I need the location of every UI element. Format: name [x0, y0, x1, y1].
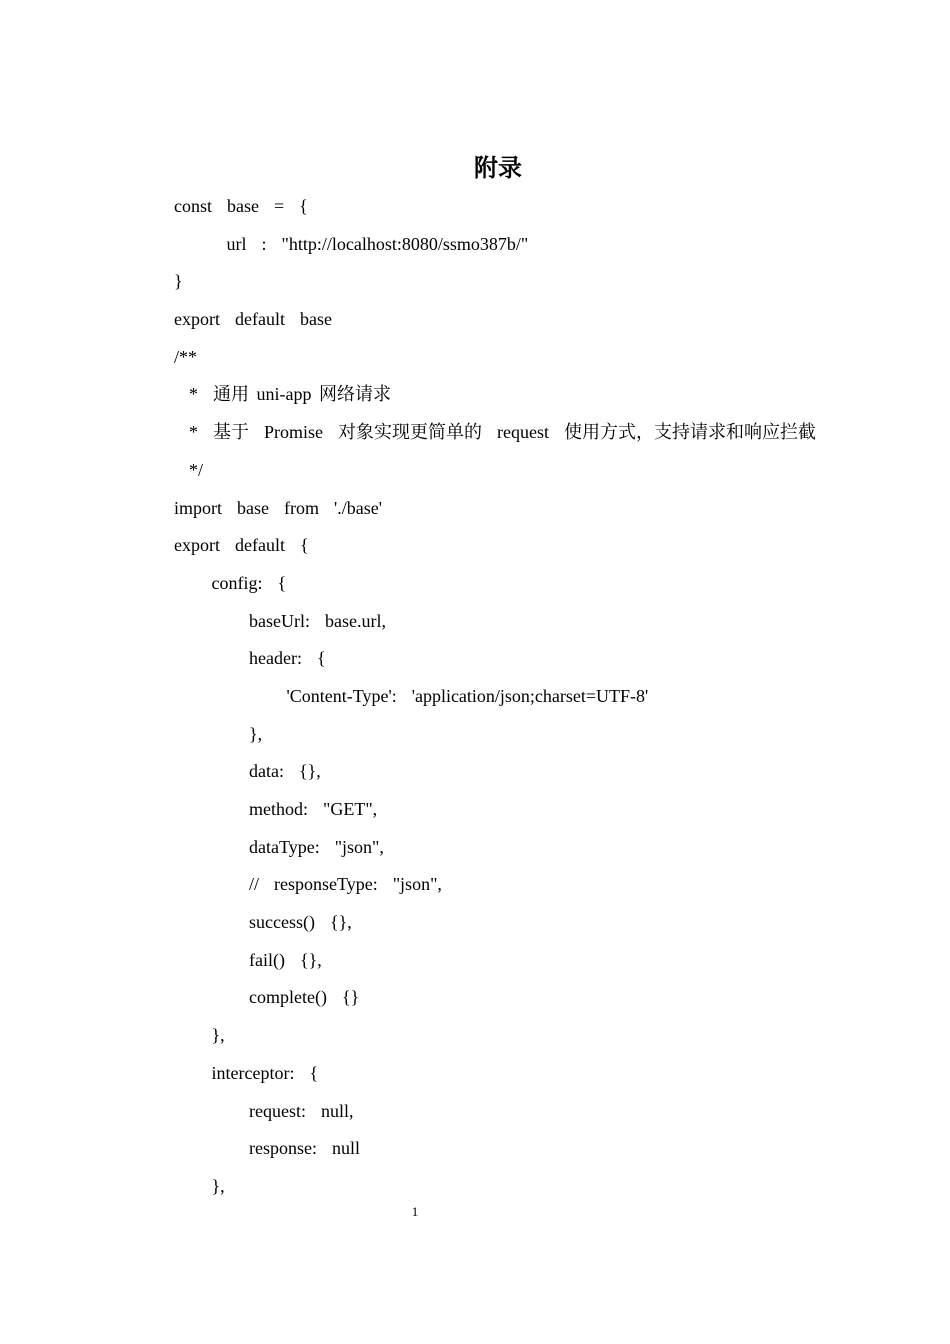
code-line: header: { — [174, 648, 326, 669]
code-line: } — [174, 271, 183, 292]
code-line: url : "http://localhost:8080/ssmo387b/" — [174, 233, 529, 254]
code-listing — [174, 188, 834, 1206]
code-line: export default { — [174, 535, 309, 556]
code-line: interceptor: { — [174, 1062, 319, 1083]
code-line: }, — [174, 1025, 225, 1046]
code-line: request: null, — [174, 1100, 354, 1121]
code-line: response: null — [174, 1138, 360, 1159]
code-line: baseUrl: base.url, — [174, 610, 386, 631]
code-comment-line: * 通用 uni-app 网络请求 — [174, 384, 391, 405]
code-line: }, — [174, 1175, 225, 1196]
code-line: success() {}, — [174, 912, 352, 933]
code-comment-line: * 基于 Promise 对象实现更简单的 request 使用方式，支持请求和响应拦截 — [174, 422, 816, 443]
code-line: export default base — [174, 309, 332, 330]
code-line: /** — [174, 346, 198, 367]
code-line: import base from './base' — [174, 497, 382, 518]
code-line: */ — [174, 459, 204, 480]
code-line: 'Content-Type': 'application/json;charset=UTF-8' — [174, 685, 649, 706]
code-line: dataType: "json", — [174, 836, 384, 857]
code-line: complete() {} — [174, 987, 360, 1008]
code-line: const base = { — [174, 196, 308, 216]
page-number: 1 — [411, 1204, 419, 1219]
code-line: method: "GET", — [174, 799, 378, 819]
page-title: 附录 — [474, 154, 522, 182]
code-line: }, — [174, 723, 263, 744]
code-line: // responseType: "json", — [174, 874, 442, 895]
code-line: fail() {}, — [174, 949, 322, 970]
code-line: config: { — [174, 572, 287, 593]
code-line: data: {}, — [174, 761, 321, 782]
